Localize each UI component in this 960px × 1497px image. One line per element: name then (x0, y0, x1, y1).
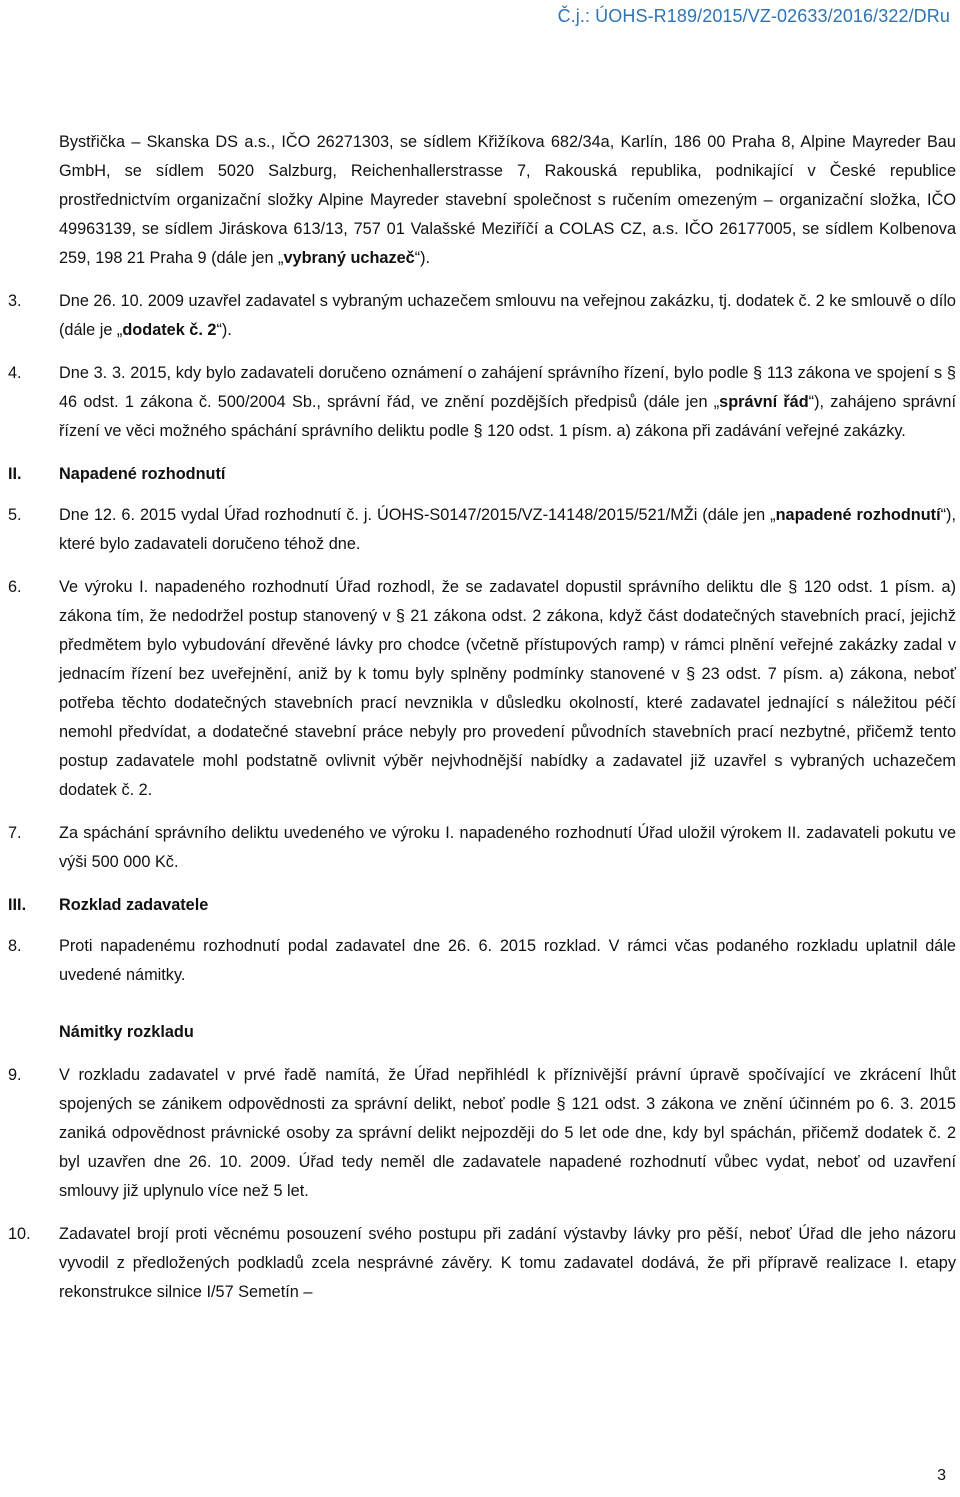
paragraph-number: 5. (8, 506, 22, 524)
paragraph-text: “). (414, 249, 431, 267)
paragraph (0, 501, 960, 559)
paragraph-text: Proti napadenému rozhodnutí podal zadavatel dne 26. 6. 2015 rozklad. V rámci včas podaného rozkladu uplatnil dále uvedené námitky. (59, 937, 956, 984)
defined-term: dodatek č. 2 (122, 321, 217, 339)
paragraph-number: 6. (8, 578, 22, 596)
paragraph-number: 8. (8, 937, 22, 955)
paragraph (0, 128, 960, 273)
subheading (0, 1018, 960, 1047)
section-heading (0, 460, 960, 489)
paragraph-text: Dne 3. 3. 2015, kdy bylo zadavateli doručeno oznámení o zahájení správního řízení, bylo podle § 113 zákona ve spojení s § 46 odst. 1 zákona č. 500/2004 Sb., správní řád, ve znění pozdějších předpisů (dále jen „ (59, 364, 956, 411)
paragraph (0, 1220, 960, 1307)
paragraph-number: 3. (8, 292, 22, 310)
paragraph (0, 287, 960, 345)
paragraph (0, 819, 960, 877)
paragraph-text: Ve výroku I. napadeného rozhodnutí Úřad rozhodl, že se zadavatel dopustil správního deliktu dle § 120 odst. 1 písm. a) zákona tím, že nedodržel postup stanovený v § 21 zákona odst. 2 zákona, když část dodatečných stavebních prací, jejichž předmětem bylo vybudování dřevěné lávky pro chodce (včetně přístupových ramp) v rámci plnění veřejné zakázky zadal v jednacím řízení bez uveřejnění, aniž by k tomu byly splněny podmínky stanovené v § 23 odst. 7 písm. a) zákona, neboť potřeba těchto dodatečných stavebních prací nevznikla v důsledku okolností, které zadavatel jednající s náležitou péčí nemohl předvídat, a dodatečné stavební práce nebyly pro provedení původních stavebních prací nezbytné, přičemž tento postup zadavatele mohl podstatně ovlivnit výběr nejvhodnější nabídky a zadavatel již uzavřel s vybraných uchazečem dodatek č. 2. (59, 578, 956, 799)
paragraph-number: II. (8, 465, 22, 483)
paragraph-text: “), zahájeno správní řízení ve věci možného spáchání správního deliktu podle § 120 odst. 1 písm. a) zákona při zadávání veřejné zakázky. (59, 393, 956, 440)
paragraph-text: Dne 12. 6. 2015 vydal Úřad rozhodnutí č. j. ÚOHS-S0147/2015/VZ-14148/2015/521/MŽi (dále jen „ (59, 506, 776, 524)
paragraph-number: 9. (8, 1066, 22, 1084)
paragraph-list (0, 128, 960, 1307)
paragraph-text: Za spáchání správního deliktu uvedeného ve výroku I. napadeného rozhodnutí Úřad uložil výrokem II. zadavateli pokutu ve výši 500 000 Kč. (59, 824, 956, 871)
paragraph (0, 573, 960, 805)
paragraph-number: 7. (8, 824, 22, 842)
paragraph-text: Napadené rozhodnutí (59, 465, 226, 483)
defined-term: napadené rozhodnutí (775, 506, 941, 524)
paragraph (0, 1061, 960, 1206)
page-number: 3 (937, 1467, 946, 1484)
paragraph-text: Zadavatel brojí proti věcnému posouzení svého postupu při zadání výstavby lávky pro pěší, neboť Úřad dle jeho názoru vyvodil z předložených podkladů zcela nesprávné závěry. K tomu zadavatel dodává, že při přípravě realizace I. etapy rekonstrukce silnice I/57 Semetín – (59, 1225, 956, 1301)
document-body (0, 114, 960, 1307)
paragraph-text: Rozklad zadavatele (59, 896, 209, 914)
paragraph-number: 4. (8, 364, 22, 382)
paragraph-text: Námitky rozkladu (59, 1023, 194, 1041)
paragraph-text: “), které bylo zadavateli doručeno téhož dne. (59, 506, 957, 553)
paragraph-number: III. (8, 896, 27, 914)
paragraph-text: “). (216, 321, 232, 339)
defined-term: správní řád (719, 393, 809, 411)
paragraph-text: V rozkladu zadavatel v prvé řadě namítá, že Úřad nepřihlédl k příznivější právní úpravě spočívající ve zkrácení lhůt spojených se zánikem odpovědnosti za správní delikt, neboť podle § 121 odst. 3 zákona ve znění účinném po 6. 3. 2015 zaniká odpovědnost právnické osoby za správní delikt nejpozději do 5 let ode dne, kdy byl spáchán, přičemž dodatek č. 2 byl uzavřen dne 26. 10. 2009. Úřad tedy neměl dle zadavatele napadené rozhodnutí vůbec vydat, neboť od uzavření smlouvy již uplynulo více než 5 let. (59, 1066, 956, 1200)
defined-term: vybraný uchazeč (283, 249, 415, 267)
paragraph (0, 359, 960, 446)
paragraph-text: Dne 26. 10. 2009 uzavřel zadavatel s vybraným uchazečem smlouvu na veřejnou zakázku, tj. dodatek č. 2 ke smlouvě o dílo (dále je „ (59, 292, 956, 339)
paragraph-text: Bystřička – Skanska DS a.s., IČO 26271303, se sídlem Křižíkova 682/34a, Karlín, 186 00 Praha 8, Alpine Mayreder Bau GmbH, se sídlem 5020 Salzburg, Reichenhallerstrasse 7, Rakouská republika, podnikající v České republice prostřednictvím organizační složky Alpine Mayreder stavební společnost s ručením omezeným – organizační složka, IČO 49963139, se sídlem Jiráskova 613/13, 757 01 Valašské Meziříčí a COLAS CZ, a.s. IČO 26177005, se sídlem Kolbenova 259, 198 21 Praha 9 (dále jen „ (59, 133, 956, 267)
paragraph (0, 932, 960, 990)
document-reference: Č.j.: ÚOHS-R189/2015/VZ-02633/2016/322/DRu (557, 6, 950, 26)
section-heading (0, 891, 960, 920)
paragraph-number: 10. (8, 1225, 31, 1243)
